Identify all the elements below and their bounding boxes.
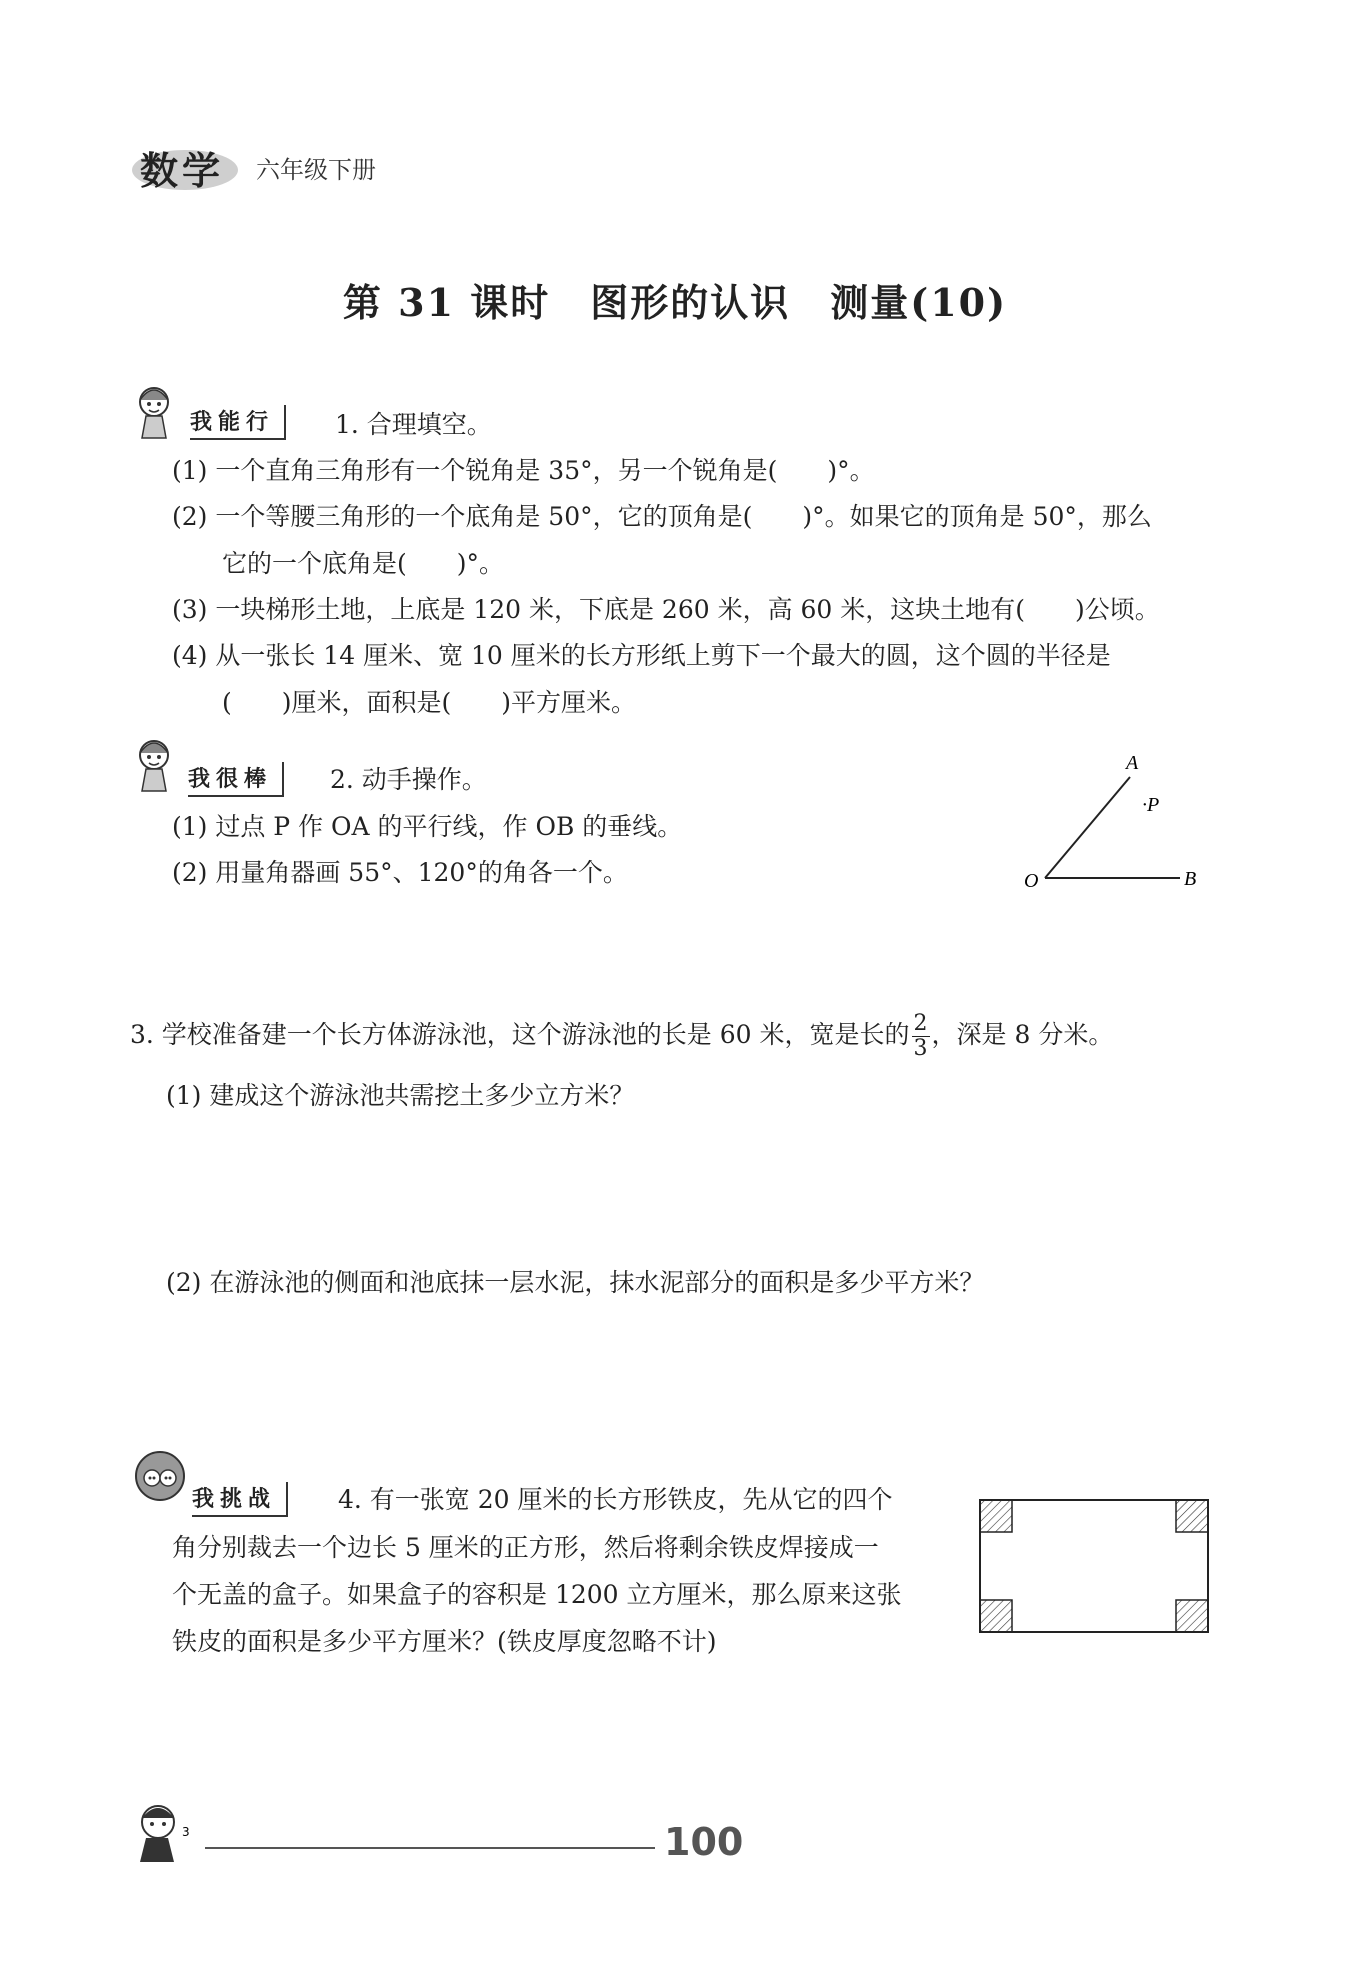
- section-badge-1: 我能行: [190, 405, 286, 440]
- q3-item-2: (2) 在游泳池的侧面和池底抹一层水泥，抹水泥部分的面积是多少平方米？: [166, 1268, 985, 1297]
- q1-item-3: (3) 一块梯形土地，上底是 120 米，下底是 260 米，高 60 米，这块土地有( )公顷。: [172, 595, 1160, 624]
- corner-square-tr: [1176, 1500, 1208, 1532]
- fraction-denominator: 3: [913, 1036, 928, 1062]
- corner-square-tl: [980, 1500, 1012, 1532]
- q1-item-2-cont: 它的一个底角是( )°。: [222, 549, 505, 578]
- question-1-title: 1. 合理填空。: [335, 410, 492, 439]
- q3-item-1: (1) 建成这个游泳池共需挖土多少立方米？: [166, 1081, 635, 1110]
- q4-line-2: 角分别裁去一个边长 5 厘米的正方形，然后将剩余铁皮焊接成一: [172, 1533, 879, 1562]
- sheet-outline: [980, 1500, 1208, 1632]
- label-o: O: [1024, 870, 1039, 892]
- label-p: ·P: [1142, 794, 1160, 816]
- q1-item-4: (4) 从一张长 14 厘米、宽 10 厘米的长方形纸上剪下一个最大的圆，这个圆的半径是: [172, 641, 1111, 670]
- grade-label: 六年级下册: [256, 156, 376, 184]
- q4-line-3: 个无盖的盒子。如果盒子的容积是 1200 立方厘米，那么原来这张: [172, 1580, 902, 1609]
- mascot-girl-icon: [132, 382, 178, 440]
- fraction-numerator: 2: [913, 1011, 928, 1036]
- mascot-group-icon: [132, 1450, 188, 1510]
- footer-mascot-icon: [128, 1800, 198, 1866]
- q3-text-after: ，深是 8 分米。: [931, 1020, 1114, 1050]
- question-2-title: 2. 动手操作。: [330, 765, 487, 794]
- page-number: 100: [664, 1820, 744, 1864]
- fraction-two-thirds: [912, 1012, 930, 1061]
- q4-line-1: 4. 有一张宽 20 厘米的长方形铁皮，先从它的四个: [338, 1485, 893, 1514]
- section-badge-4: 我挑战: [192, 1482, 288, 1517]
- angle-figure: [1010, 745, 1210, 895]
- question-3-text: [130, 1012, 1113, 1061]
- corner-square-br: [1176, 1600, 1208, 1632]
- corner-square-bl: [980, 1600, 1012, 1632]
- ray-oa: [1045, 777, 1130, 878]
- q1-item-4-cont: ( )厘米，面积是( )平方厘米。: [222, 688, 637, 717]
- footer-rule: [205, 1847, 655, 1849]
- q3-text-before: 3. 学校准备建一个长方体游泳池，这个游泳池的长是 60 米，宽是长的: [130, 1020, 910, 1050]
- q2-item-2: (2) 用量角器画 55°、120°的角各一个。: [172, 858, 628, 887]
- subject-title: 数学: [140, 149, 225, 193]
- label-a: A: [1126, 752, 1139, 774]
- q4-line-4: 铁皮的面积是多少平方厘米？(铁皮厚度忽略不计): [172, 1627, 717, 1656]
- q1-item-2: (2) 一个等腰三角形的一个底角是 50°，它的顶角是( )°。如果它的顶角是 50°，那么: [172, 502, 1152, 531]
- sheet-diagram: [978, 1498, 1212, 1636]
- q1-item-1: (1) 一个直角三角形有一个锐角是 35°，另一个锐角是( )°。: [172, 456, 875, 485]
- q2-item-1: (1) 过点 P 作 OA 的平行线，作 OB 的垂线。: [172, 812, 683, 841]
- lesson-title: 第 31 课时 图形的认识 测量(10): [342, 280, 1008, 325]
- section-badge-2: 我很棒: [188, 762, 284, 797]
- svg-text:3: 3: [182, 1825, 190, 1839]
- label-b: B: [1184, 868, 1197, 890]
- mascot-girl-icon: [132, 735, 178, 793]
